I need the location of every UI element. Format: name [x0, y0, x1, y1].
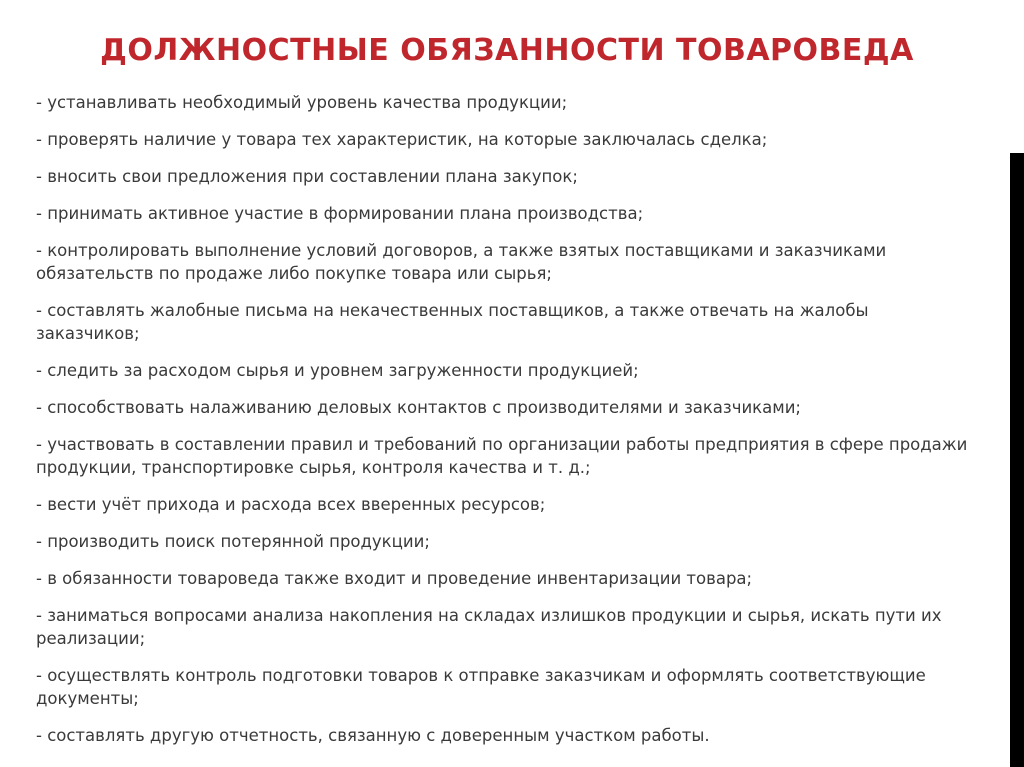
slide-title: ДОЛЖНОСТНЫЕ ОБЯЗАННОСТИ ТОВАРОВЕДА [100, 33, 914, 68]
duty-item: - составлять жалобные письма на некачественных поставщиков, а также отвечать на жалобы заказчиков; [36, 301, 869, 343]
duties-list [36, 91, 976, 761]
duty-item: - заниматься вопросами анализа накопления на складах излишков продукции и сырья, искать пути их реализации; [36, 606, 942, 648]
decorative-side-bar [1010, 153, 1024, 767]
duty-item: - составлять другую отчетность, связанную с доверенным участком работы. [36, 726, 710, 745]
duty-item: - устанавливать необходимый уровень качества продукции; [36, 93, 568, 112]
duty-item: - способствовать налаживанию деловых контактов с производителями и заказчиками; [36, 398, 801, 417]
duty-item: - производить поиск потерянной продукции; [36, 532, 430, 551]
duty-item: - в обязанности товароведа также входит и проведение инвентаризации товара; [36, 569, 753, 588]
duty-item: - проверять наличие у товара тех характеристик, на которые заключалась сделка; [36, 130, 768, 149]
duty-item: - вносить свои предложения при составлении плана закупок; [36, 167, 578, 186]
duty-item: - контролировать выполнение условий договоров, а также взятых поставщиками и заказчиками обязательств по продаже либо покупке товара или сырья; [36, 241, 887, 283]
duty-item: - осуществлять контроль подготовки товаров к отправке заказчикам и оформлять соответствующие документы; [36, 666, 926, 708]
duty-item: - вести учёт прихода и расхода всех вверенных ресурсов; [36, 495, 546, 514]
duty-item: - участвовать в составлении правил и требований по организации работы предприятия в сфере продажи продукции, транспортировке сырья, контроля качества и т. д.; [36, 435, 968, 477]
duty-item: - принимать активное участие в формировании плана производства; [36, 204, 644, 223]
duty-item: - следить за расходом сырья и уровнем загруженности продукцией; [36, 361, 639, 380]
